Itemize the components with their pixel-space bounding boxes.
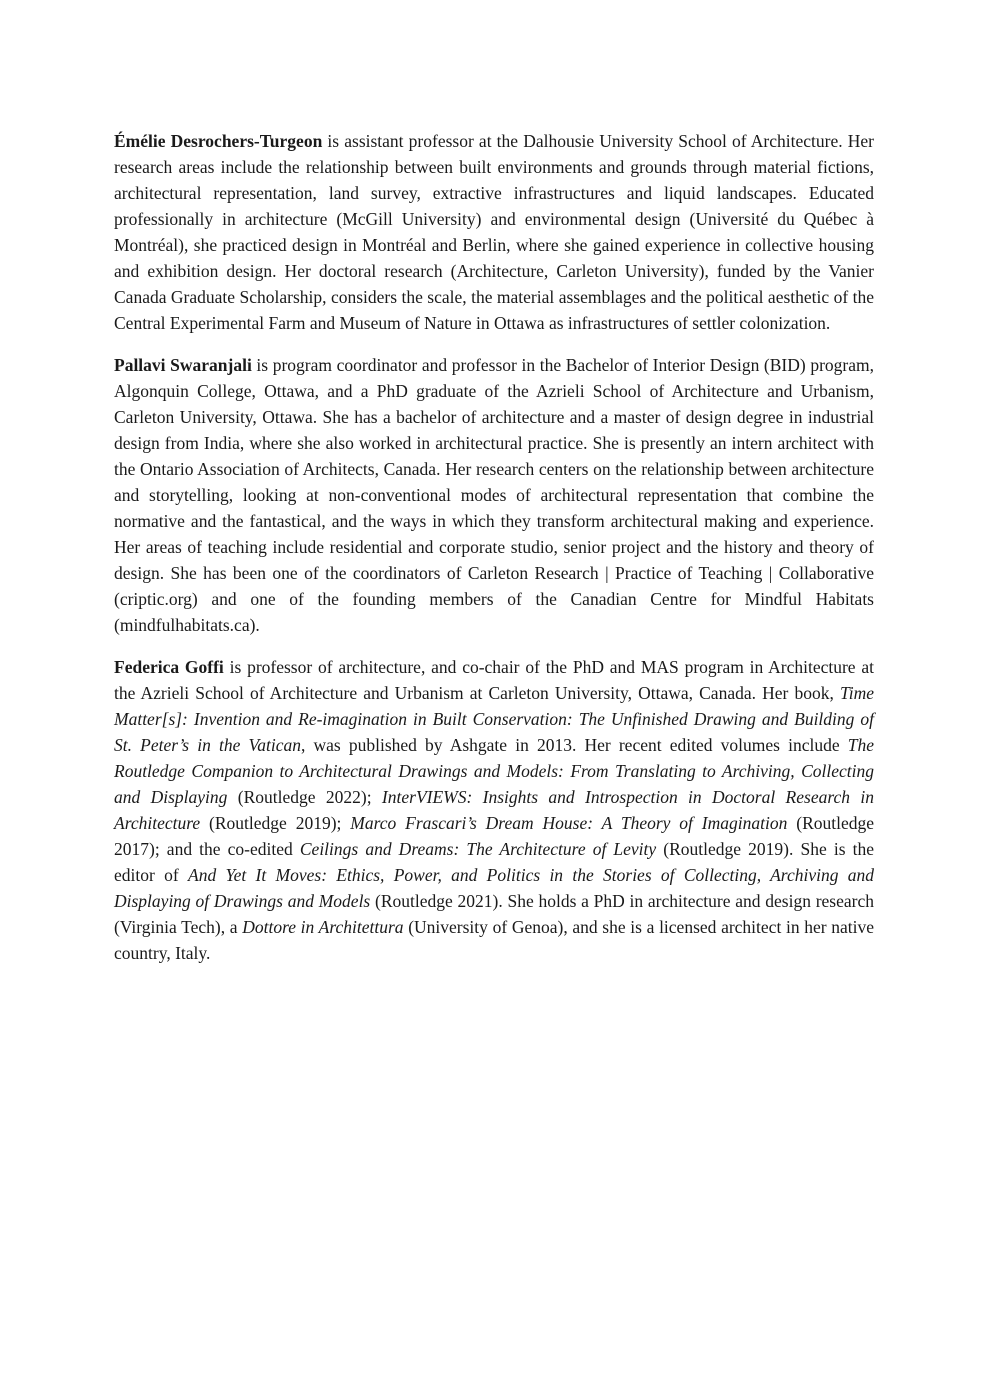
italic-title: And Yet It Moves: Ethics, Power, and Politics in the Stories of Collecting, Archiving and Displaying of Drawings and Models: [114, 865, 874, 911]
text-run: (Routledge 2022);: [227, 787, 382, 807]
italic-title: Time Matter[s]: Invention and Re-imagination in Built Conservation: The Unfinished Drawing and Building of St. Peter’s in the Vatican: [114, 683, 874, 755]
italic-title: Dottore in Architettura: [242, 917, 404, 937]
author-name: Émélie Desrochers-Turgeon: [114, 131, 323, 151]
text-run: is program coordinator and professor in the Bachelor of Interior Design (BID) program, Algonquin College, Ottawa, and a PhD graduate of the Azrieli School of Architecture and Urbanism, Carleton University, Ottawa. She has a bachelor of architecture and a master of design degree in industrial design from India, where she also worked in architectural practice. She is presently an intern architect with the Ontario Association of Architects, Canada. Her research centers on the relationship between architecture and storytelling, looking at non-conventional modes of architectural representation that combine the normative and the fantastical, and the ways in which they transform architectural making and experience. Her areas of teaching include residential and corporate studio, senior project and the history and theory of design. She has been one of the coordinators of Carleton Research | Practice of Teaching | Collaborative (criptic.org) and one of the founding members of the Canadian Centre for Mindful Habitats (mindfulhabitats.ca).: [114, 355, 874, 635]
bio-paragraph-federica-goffi: [114, 654, 874, 966]
italic-title: InterVIEWS: Insights and Introspection in Doctoral Research in Architecture: [114, 787, 874, 833]
text-run: , was published by Ashgate in 2013. Her recent edited volumes include: [300, 735, 848, 755]
text-run: (Routledge 2021). She holds a PhD in architecture and design research (Virginia Tech), a: [114, 891, 874, 937]
bio-paragraph-pallavi-swaranjali: [114, 352, 874, 638]
text-run: is assistant professor at the Dalhousie University School of Architecture. Her research areas include the relationship between built environments and grounds through material fictions, architectural representation, land survey, extractive infrastructures and liquid landscapes. Educated professionally in architecture (McGill University) and environmental design (Université du Québec à Montréal), she practiced design in Montréal and Berlin, where she gained experience in collective housing and exhibition design. Her doctoral research (Architecture, Carleton University), funded by the Vanier Canada Graduate Scholarship, considers the scale, the material assemblages and the political aesthetic of the Central Experimental Farm and Museum of Nature in Ottawa as infrastructures of settler colonization.: [114, 131, 874, 333]
italic-title: Ceilings and Dreams: The Architecture of Levity: [299, 839, 657, 859]
italic-title: The Routledge Companion to Architectural Drawings and Models: From Translating to Archiving, Collecting and Displaying: [114, 735, 874, 807]
author-name: Federica Goffi: [114, 657, 224, 677]
author-name: Pallavi Swaranjali: [114, 355, 252, 375]
italic-title: Marco Frascari’s Dream House: A Theory of Imagination: [350, 813, 788, 833]
bio-paragraph-emelie-desrochers-turgeon: [114, 128, 874, 336]
author-biographies: [114, 128, 874, 966]
text-run: (University of Genoa), and she is a licensed architect in her native country, Italy.: [114, 917, 875, 963]
text-run: (Routledge 2019);: [200, 813, 351, 833]
text-run: is professor of architecture, and co-chair of the PhD and MAS program in Architecture at the Azrieli School of Architecture and Urbanism at Carleton University, Ottawa, Canada. Her book,: [114, 657, 875, 703]
text-run: (Routledge 2019). She is the editor of: [114, 839, 874, 885]
text-run: (Routledge 2017); and the co-edited: [114, 813, 874, 859]
